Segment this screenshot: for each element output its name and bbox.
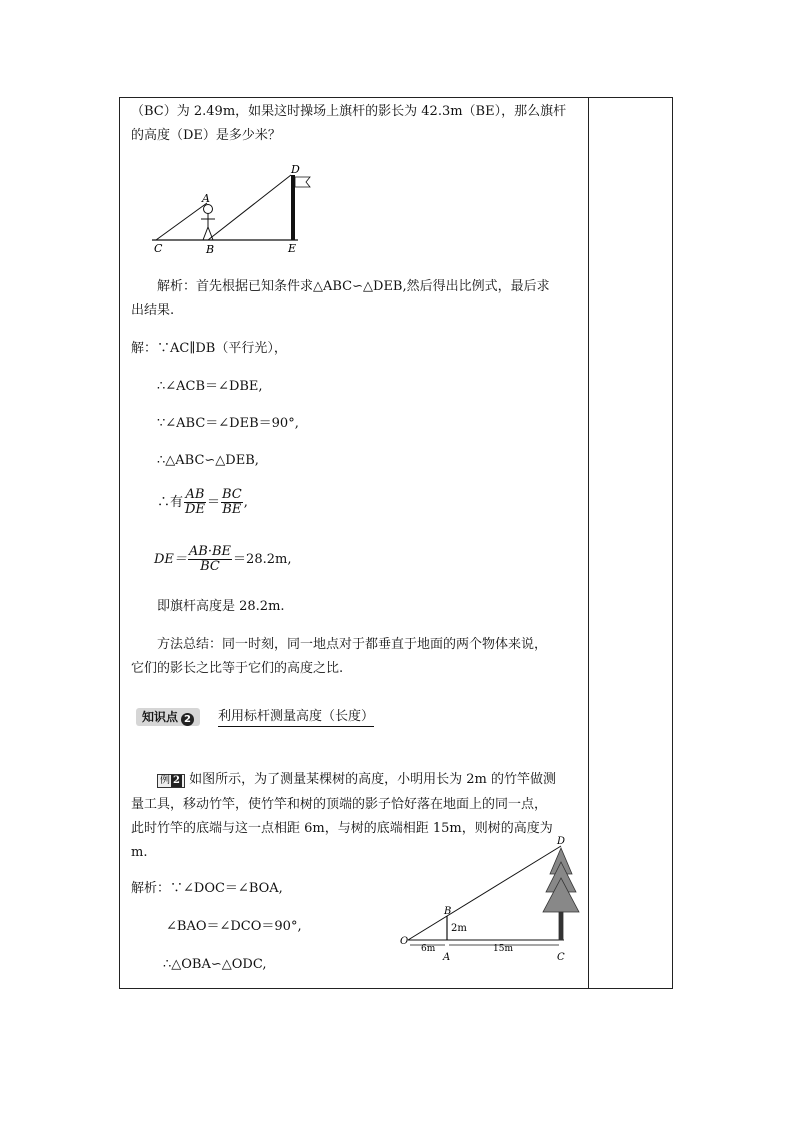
problem1-line2: 的高度（DE）是多少米？ xyxy=(131,128,281,143)
analysis1-line2: 出结果. xyxy=(131,303,175,318)
solution1-step2: ∴∠ACB＝∠DBE, xyxy=(157,379,263,394)
method-summary-line2: 它们的影长之比等于它们的高度之比. xyxy=(131,661,344,676)
knowledge-point-title: 利用标杆测量高度（长度） xyxy=(218,708,374,727)
label-d: D xyxy=(291,163,300,176)
analysis2-line2: ∠BAO＝∠DCO＝90°, xyxy=(166,919,302,934)
tree-icon xyxy=(543,848,579,940)
solution1-step6: DE＝ $\frac{AB\cdot BE}{BC}$ ＝28.2m, xyxy=(154,544,292,574)
label-a: A xyxy=(443,952,451,963)
flag-icon xyxy=(295,177,310,187)
solution1-step4: ∴△ABC∽△DEB, xyxy=(157,453,259,468)
tree-figure xyxy=(396,832,586,964)
label-b: B xyxy=(444,906,452,917)
pole-length: 2m xyxy=(451,923,467,934)
flagpole-figure xyxy=(150,160,330,260)
solution1-step3: ∵∠ABC＝∠DEB＝90°, xyxy=(157,416,299,431)
label-o: O xyxy=(400,936,409,947)
solution1-step5: ∴有 $\frac{AB}{DE}$ ＝ $\frac{BC}{BE}$ , xyxy=(157,487,248,517)
line-ca xyxy=(156,203,207,240)
knowledge-point-number: 2 xyxy=(181,713,194,726)
flagpole xyxy=(291,175,295,240)
label-d: D xyxy=(557,836,566,847)
label-e: E xyxy=(288,242,297,255)
label-c: C xyxy=(557,952,565,963)
method-summary-line1: 方法总结：同一时刻，同一地点对于都垂直于地面的两个物体来说， xyxy=(157,637,548,652)
line-bd xyxy=(208,175,291,240)
analysis2-line1: 解析：∵∠DOC＝∠BOA, xyxy=(131,881,283,896)
example2-line3: 此时竹竿的底端与这一点相距 6m，与树的底端相距 15m，则树的高度为 xyxy=(131,821,553,836)
label-a: A xyxy=(202,192,210,205)
segment-oa: 6m xyxy=(421,944,436,954)
example2-line2: 量工具，移动竹竿，使竹竿和树的顶端的影子恰好落在地面上的同一点， xyxy=(131,797,548,812)
solution1-conclusion: 即旗杆高度是 28.2m. xyxy=(157,599,285,614)
knowledge-point-badge: 知识点 2 xyxy=(136,708,200,726)
table-column-divider xyxy=(588,97,589,989)
analysis1-line1: 解析：首先根据已知条件求△ABC∽△DEB,然后得出比例式，最后求 xyxy=(157,279,550,294)
analysis2-line3: ∴△OBA∽△ODC, xyxy=(163,957,267,972)
line-od xyxy=(408,846,561,940)
person-icon xyxy=(201,205,215,241)
example2-line1: 例 2 如图所示，为了测量某棵树的高度，小明用长为 2m 的竹竿做测 xyxy=(157,771,556,789)
label-c: C xyxy=(154,242,163,255)
solution1-step1: 解：∵AC∥DB（平行光）， xyxy=(131,341,287,356)
problem1-line1: （BC）为 2.49m，如果这时操场上旗杆的影长为 42.3m（BE），那么旗杆 xyxy=(131,104,567,119)
segment-ac: 15m xyxy=(493,944,513,954)
example-badge: 例 2 xyxy=(157,774,185,788)
example2-line4: m. xyxy=(131,845,148,860)
label-b: B xyxy=(206,243,215,256)
